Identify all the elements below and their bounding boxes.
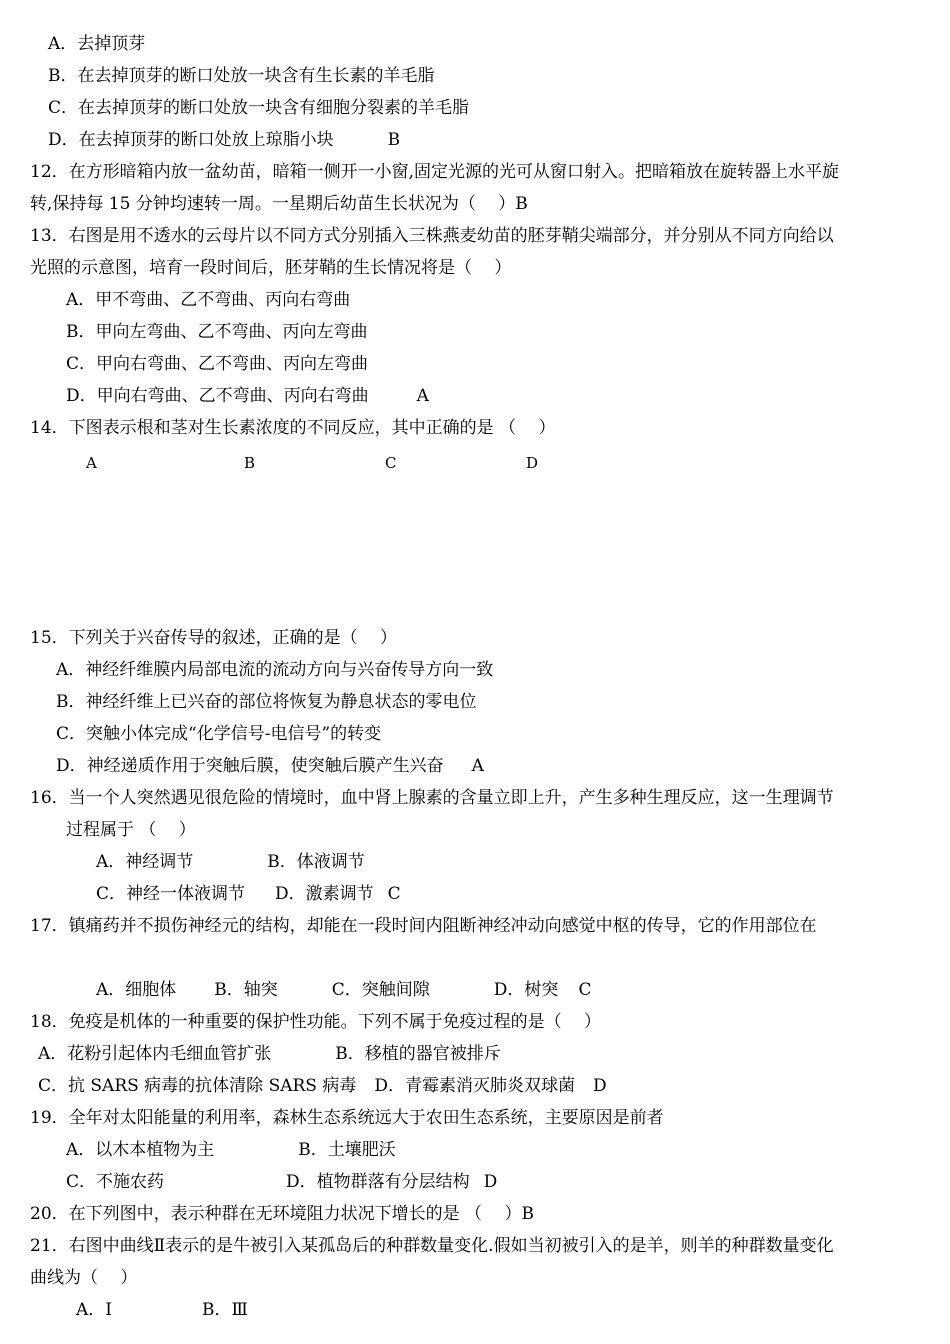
q13-option-a: A．甲不弯曲、乙不弯曲、丙向右弯曲 bbox=[66, 290, 351, 310]
q11-option-c: C．在去掉顶芽的断口处放一块含有细胞分裂素的羊毛脂 bbox=[48, 98, 470, 118]
q21-line-1: 21．右图中曲线Ⅱ表示的是牛被引入某孤岛后的种群数量变化.假如当初被引入的是羊，则羊的种群数量变化 bbox=[30, 1236, 834, 1256]
q18-options-row-1 bbox=[38, 1043, 501, 1065]
q15-option-d: D．神经递质作用于突触后膜，使突触后膜产生兴奋 bbox=[56, 756, 444, 776]
q19-option-b: B．土壤肥沃 bbox=[298, 1140, 396, 1160]
q17-option-d: D．树突 bbox=[493, 980, 559, 1000]
q15-option-a: A．神经纤维膜内局部电流的流动方向与兴奋传导方向一致 bbox=[56, 660, 494, 680]
q21-options-row bbox=[76, 1299, 248, 1321]
q18-answer: D bbox=[593, 1076, 607, 1096]
q16-line-1: 16．当一个人突然遇见很危险的情境时，血中肾上腺素的含量立即上升，产生多种生理反应，这一生理调节 bbox=[30, 788, 834, 808]
q21-option-a: A．Ⅰ bbox=[76, 1300, 112, 1320]
q16-option-c: C．神经一体液调节 bbox=[96, 884, 246, 904]
q15-option-b: B．神经纤维上已兴奋的部位将恢复为静息状态的零电位 bbox=[56, 692, 477, 712]
q20-line-1: 20．在下列图中，表示种群在无环境阻力状况下增长的是 （ ）B bbox=[30, 1204, 534, 1224]
q11-option-d: D．在去掉顶芽的断口处放上琼脂小块 bbox=[48, 130, 334, 150]
q14-line-1: 14．下图表示根和茎对生长素浓度的不同反应，其中正确的是 （ ） bbox=[30, 418, 556, 438]
q13-option-d: D．甲向右弯曲、乙不弯曲、丙向右弯曲 bbox=[66, 386, 369, 406]
q11-answer: B bbox=[387, 130, 401, 150]
q17-line-1: 17．镇痛药并不损伤神经元的结构，却能在一段时间内阻断神经冲动向感觉中枢的传导，它的作用部位在 bbox=[30, 916, 817, 936]
q14-label-d: D bbox=[526, 454, 539, 472]
q21-option-b: B．Ⅲ bbox=[202, 1300, 248, 1320]
q18-options-row-2 bbox=[38, 1075, 607, 1097]
q17-option-c: C．突触间隙 bbox=[331, 980, 430, 1000]
q17-option-a: A．细胞体 bbox=[96, 980, 177, 1000]
q13-line-1: 13．右图是用不透水的云母片以不同方式分别插入三株燕麦幼苗的胚芽鞘尖端部分，并分别从不同方向给以 bbox=[30, 226, 834, 246]
q18-option-d: D．青霉素消灭肺炎双球菌 bbox=[374, 1076, 575, 1096]
q11-option-a: A．去掉顶芽 bbox=[48, 34, 146, 54]
q15-line-1: 15．下列关于兴奋传导的叙述，正确的是（ ） bbox=[30, 628, 398, 648]
q13-line-2: 光照的示意图，培育一段时间后，胚芽鞘的生长情况将是（ ） bbox=[30, 258, 512, 278]
q12-line-1: 12．在方形暗箱内放一盆幼苗，暗箱一侧开一小窗,固定光源的光可从窗口射入。把暗箱放在旋转器上水平旋 bbox=[30, 162, 840, 182]
q19-options-row-1 bbox=[66, 1139, 396, 1161]
q16-line-2: 过程属于 （ ） bbox=[66, 820, 196, 840]
q18-option-a: A．花粉引起体内毛细血管扩张 bbox=[38, 1044, 272, 1064]
q17-answer: C bbox=[578, 980, 592, 1000]
q18-option-b: B．移植的器官被排斥 bbox=[335, 1044, 501, 1064]
q11-option-b: B．在去掉顶芽的断口处放一块含有生长素的羊毛脂 bbox=[48, 66, 435, 86]
q11-option-d-line bbox=[48, 129, 400, 151]
q16-options-row-1 bbox=[96, 851, 365, 873]
q19-answer: D bbox=[483, 1172, 498, 1192]
q14-label-c: C bbox=[385, 454, 397, 472]
q13-option-d-line bbox=[66, 385, 429, 407]
q17-options-row bbox=[96, 979, 591, 1001]
q16-option-a: A．神经调节 bbox=[96, 852, 194, 872]
q15-option-d-line bbox=[56, 755, 484, 777]
q19-option-c: C．不施农药 bbox=[66, 1172, 165, 1192]
q14-label-a: A bbox=[86, 454, 97, 472]
q14-label-b: B bbox=[244, 454, 256, 472]
q16-answer: C bbox=[387, 884, 401, 904]
q18-line-1: 18．免疫是机体的一种重要的保护性功能。下列不属于免疫过程的是（ ） bbox=[30, 1012, 602, 1032]
q18-option-c: C．抗 SARS 病毒的抗体清除 SARS 病毒 bbox=[38, 1076, 357, 1096]
q16-options-row-2 bbox=[96, 883, 401, 905]
q16-option-b: B．体液调节 bbox=[267, 852, 365, 872]
q21-line-2: 曲线为（ ） bbox=[30, 1268, 138, 1288]
q19-options-row-2 bbox=[66, 1171, 497, 1193]
q17-option-b: B．轴突 bbox=[214, 980, 278, 1000]
q19-line-1: 19．全年对太阳能量的利用率，森林生态系统远大于农田生态系统，主要原因是前者 bbox=[30, 1108, 664, 1128]
q19-option-d: D．植物群落有分层结构 bbox=[286, 1172, 470, 1192]
q13-option-b: B．甲向左弯曲、乙不弯曲、丙向左弯曲 bbox=[66, 322, 368, 342]
q16-option-d: D．激素调节 bbox=[275, 884, 374, 904]
q15-answer: A bbox=[471, 756, 484, 776]
q12-line-2: 转,保持每 15 分钟均速转一周。一星期后幼苗生长状况为（ ）B bbox=[30, 194, 528, 214]
q15-option-c: C．突触小体完成“化学信号-电信号”的转变 bbox=[56, 724, 382, 744]
q19-option-a: A．以木本植物为主 bbox=[66, 1140, 215, 1160]
q13-option-c: C．甲向右弯曲、乙不弯曲、丙向左弯曲 bbox=[66, 354, 369, 374]
q13-answer: A bbox=[416, 386, 429, 406]
